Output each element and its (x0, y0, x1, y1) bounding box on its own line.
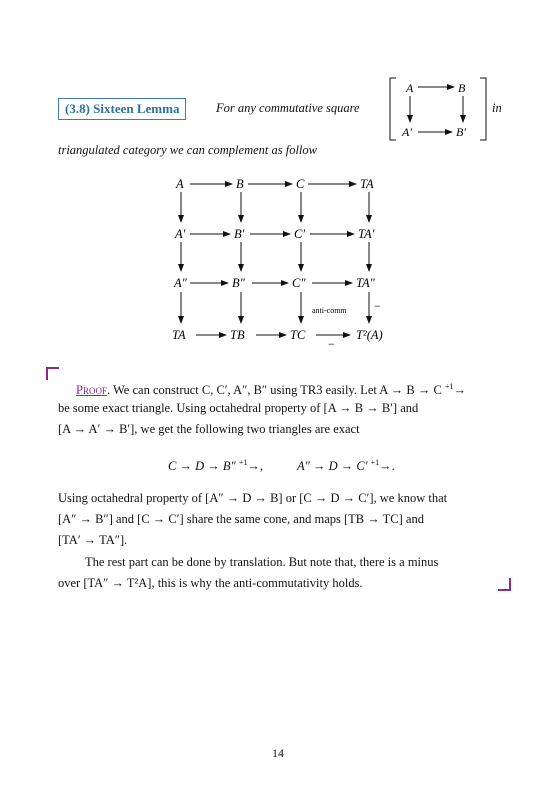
node-r3c2: B″ (232, 276, 245, 290)
anti-comm-label: anti-comm (312, 306, 347, 315)
proof-line4: Using octahedral property of [A″ → D → B] or [C → D → C′], we know that (58, 491, 448, 505)
proof-end-corner (497, 577, 511, 591)
node-r2c4: TA′ (358, 227, 375, 241)
proof-line8: over [TA″ → T²A], this is why the anti-commutativity holds. (58, 576, 363, 590)
line1-plus-one: +1 (444, 382, 454, 391)
node-r2c3: C′ (294, 227, 306, 241)
node-r1c4: TA (360, 177, 374, 191)
square-b1: B′ (456, 125, 466, 139)
node-r3c1: A″ (174, 276, 187, 290)
proof-line6: [TA′ → TA″]. (58, 533, 128, 547)
lemma-label: (3.8) Sixteen Lemma (58, 98, 186, 120)
node-r4c1: TA (172, 328, 186, 342)
node-r3c4: TA″ (356, 276, 375, 290)
proof-line7: The rest part can be done by translation. But note that, there is a minus (85, 555, 439, 569)
node-r2c2: B′ (234, 227, 245, 241)
sixteen-diagram (160, 170, 400, 350)
node-r4c4: T²(A) (356, 328, 383, 342)
display-right: A″ → D → C′ (297, 459, 368, 474)
node-r4c3: TC (290, 328, 306, 342)
lemma-statement-line2: triangulated category we can complement as follow (58, 143, 317, 157)
proof-line1: Proof. We can construct C, C′, A″, B″ using TR3 easily. Let A → B → C $^{+1}$→ (76, 382, 466, 398)
node-r1c1: A (176, 177, 184, 191)
node-r1c2: B (236, 177, 244, 191)
proof-line1-text: We can construct C, C′, A″, B″ using TR3 easily. Let A → B → C (113, 383, 442, 398)
display-right-plus: +1 (370, 458, 380, 467)
square-a1: A′ (402, 125, 412, 139)
lemma-statement-in: in (492, 101, 502, 115)
proof-start-corner (46, 367, 60, 381)
minus-right: − (374, 299, 381, 313)
display-triangles: C → D → B″ $^{+1}$→, A″ → D → C′ $^{+1}$→. (168, 458, 395, 474)
square-a: A (406, 81, 414, 95)
proof-line2: be some exact triangle. Using octahedral property of [A → B → B′] and (58, 401, 419, 415)
minus-bottom: − (328, 337, 335, 350)
square-b: B (458, 81, 466, 95)
page-number: 14 (272, 746, 284, 760)
node-r1c3: C (296, 177, 305, 191)
commutative-square (388, 74, 488, 144)
proof-label: Proof (76, 383, 107, 398)
node-r4c2: TB (230, 328, 245, 342)
node-r3c3: C″ (292, 276, 306, 290)
display-left-plus: +1 (238, 458, 248, 467)
display-left: C → D → B″ (168, 459, 236, 474)
proof-line5: [A″ → B″] and [C → C′] share the same cone, and maps [TB → TC] and (58, 512, 424, 526)
node-r2c1: A′ (175, 227, 186, 241)
proof-line3: [A → A′ → B′], we get the following two triangles are exact (58, 422, 360, 436)
lemma-statement: For any commutative square (216, 101, 360, 115)
